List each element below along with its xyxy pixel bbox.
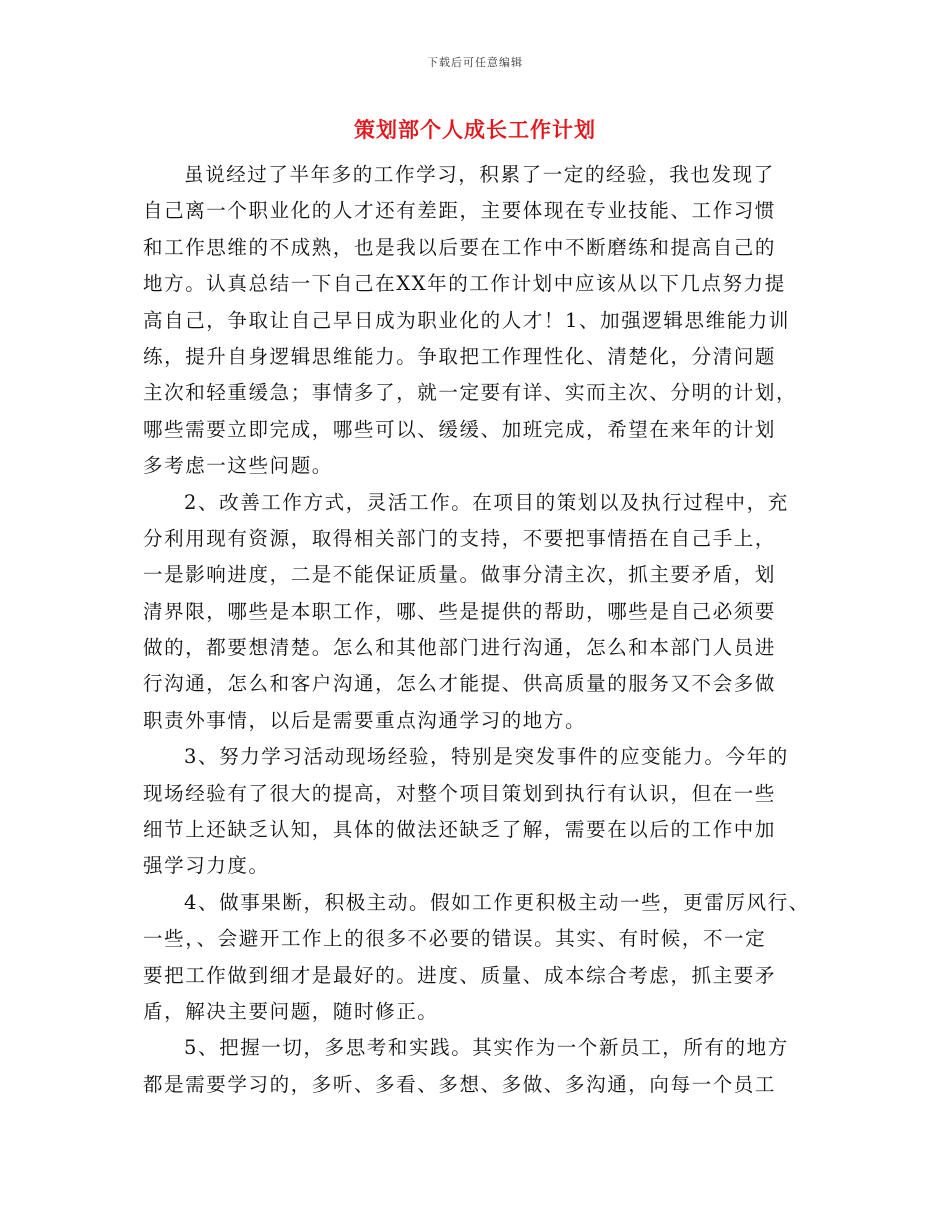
text-line: 3、努力学习活动现场经验，特别是突发事件的应变能力。今年的 (184, 745, 789, 769)
text-line: 主次和轻重缓急；事情多了，就一定要有详、实而主次、分明的计划， (143, 381, 798, 405)
text-line: 虽说经过了半年多的工作学习，积累了一定的经验，我也发现了 (184, 163, 775, 186)
text-line: 做的，都要想清楚。怎么和其他部门进行沟通，怎么和本部门人员进 (143, 636, 777, 660)
text-line: 和工作思维的不成熟，也是我以后要在工作中不断磨练和提高自己的 (143, 235, 777, 259)
paragraph-1 (143, 157, 811, 485)
paragraph-5 (143, 1030, 811, 1103)
text-line: 一些，、会避开工作上的很多不必要的错误。其实、有时候，不一定 (143, 927, 767, 951)
text-line: 2、改善工作方式，灵活工作。在项目的策划以及执行过程中，充 (184, 490, 789, 514)
text-line: 现场经验有了很大的提高，对整个项目策划到执行有认识，但在一些 (143, 781, 777, 805)
text-line: 自己离一个职业化的人才还有差距，主要体现在专业技能、工作习惯 (143, 199, 777, 223)
document-title: 策划部个人成长工作计划 (354, 117, 596, 142)
text-line: 职责外事情，以后是需要重点沟通学习的地方。 (143, 708, 587, 732)
document-body (143, 157, 811, 1103)
page-header: 下载后可任意编辑 (427, 56, 523, 69)
text-line: 清界限，哪些是本职工作，哪、些是提供的帮助，哪些是自己必须要 (143, 599, 777, 623)
text-line: 分利用现有资源，取得相关部门的支持，不要把事情捂在自己手上， (143, 526, 777, 550)
text-line: 都是需要学习的，多听、多看、多想、多做、多沟通，向每一个员工 (143, 1072, 777, 1096)
text-line: 盾，解决主要问题，随时修正。 (143, 999, 439, 1023)
text-line: 一是影响进度，二是不能保证质量。做事分清主次，抓主要矛盾，划 (143, 563, 777, 587)
text-line: 哪些需要立即完成，哪些可以、缓缓、加班完成，希望在来年的计划 (143, 417, 777, 441)
text-line: 多考虑一这些问题。 (143, 454, 333, 478)
text-line: 5、把握一切，多思考和实践。其实作为一个新员工，所有的地方 (184, 1036, 789, 1060)
text-line: 细节上还缺乏认知，具体的做法还缺乏了解，需要在以后的工作中加 (143, 818, 777, 842)
text-line: 练，提升自身逻辑思维能力。争取把工作理性化、清楚化，分清问题 (143, 344, 777, 368)
text-line: 强学习力度。 (143, 854, 270, 878)
paragraph-4 (143, 885, 811, 1031)
paragraph-2 (143, 485, 811, 740)
text-line: 高自己，争取让自己早日成为职业化的人才！1、加强逻辑思维能力训 (143, 308, 791, 332)
paragraph-3 (143, 739, 811, 885)
text-line: 地方。认真总结一下自己在XX年的工作计划中应该从以下几点努力提 (143, 272, 786, 296)
text-line: 4、做事果断，积极主动。假如工作更积极主动一些，更雷厉风行、 (184, 890, 810, 914)
text-line: 要把工作做到细才是最好的。进度、质量、成本综合考虑，抓主要矛 (143, 963, 777, 987)
text-line: 行沟通，怎么和客户沟通，怎么才能提、供高质量的服务又不会多做 (143, 672, 777, 696)
